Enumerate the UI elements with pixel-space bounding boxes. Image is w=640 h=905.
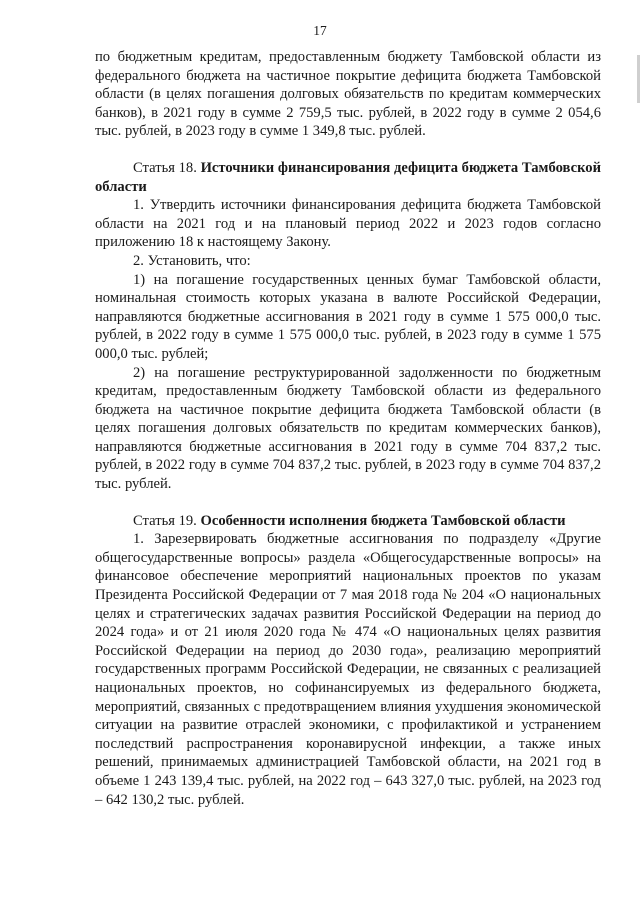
article-19-heading (95, 512, 601, 531)
article-18-clause-2: 2. Установить, что: (133, 252, 251, 269)
article-18-clause-2-item-2: 2) на погашение реструктурированной задолженности по бюджетным кредитам, предоставленным бюджету Тамбовской области из федерального бюджета на частичное покрытие дефицита бюджета Тамбовской области (в целях погашения долговых обязательств по кредитам коммерческих банков), направляются бюджетные ассигнования в 2021 году в сумме 704 837,2 тыс. рублей, в 2022 году в сумме 704 837,2 тыс. рублей, в 2023 году в сумме 704 837,2 тыс. рублей. (95, 364, 601, 493)
page-number: 17 (313, 23, 327, 38)
paragraph-budget-credits-continuation: по бюджетным кредитам, предоставленным бюджету Тамбовской области из федерального бюджета на частичное покрытие дефицита бюджета Тамбовской области (в целях погашения долговых обязательств по кредитам коммерческих банков), в 2021 году в сумме 2 759,5 тыс. рублей, в 2022 году в сумме 2 054,6 тыс. рублей, в 2023 году в сумме 1 349,8 тыс. рублей. (95, 49, 601, 140)
spacer (95, 141, 601, 159)
article-18-title: Источники финансирования дефицита бюджета Тамбовской области (95, 159, 601, 195)
article-18-number: Статья 18. (133, 159, 197, 176)
article-18-clause-1: 1. Утвердить источники финансирования дефицита бюджета Тамбовской области на 2021 год и на плановый период 2022 и 2023 годов согласно приложению 18 к настоящему Закону. (95, 197, 601, 251)
document-body (95, 48, 601, 809)
article-18-clause-2-item-1: 1) на погашение государственных ценных бумаг Тамбовской области, номинальная стоимость которых указана в валюте Российской Федерации, направляются бюджетные ассигнования в 2021 году в сумме 1 575 000,0 тыс. рублей, в 2022 году в сумме 1 575 000,0 тыс. рублей, в 2023 году в сумме 1 575 000,0 тыс. рублей; (95, 271, 601, 362)
spacer (95, 494, 601, 512)
article-19-clause-1: 1. Зарезервировать бюджетные ассигнования по подразделу «Другие общегосударственные вопросы» раздела «Общегосударственные вопросы» на финансовое обеспечение мероприятий национальных проектов по указам Президента Российской Федерации от 7 мая 2018 года № 204 «О национальных целях и стратегических задачах развития Российской Федерации на период до 2024 года» и от 21 июля 2020 года № 474 «О национальных целях развития Российской Федерации на период до 2030 года», реализацию мероприятий государственных программ Российской Федерации, не связанных с реализацией национальных проектов, но софинансируемых из федерального бюджета, мероприятий, связанных с предотвращением влияния ухудшения экономической ситуации на развитие отраслей экономики, с профилактикой и устранением последствий распространения коронавирусной инфекции, а также иных решений, принимаемых администрацией Тамбовской области, на 2021 год в объеме 1 243 139,4 тыс. рублей, на 2022 год – 643 327,0 тыс. рублей, на 2023 год – 642 130,2 тыс. рублей. (95, 531, 601, 808)
article-18-heading (95, 159, 601, 196)
article-19-title: Особенности исполнения бюджета Тамбовской области (200, 512, 566, 529)
article-19-number: Статья 19. (133, 512, 197, 529)
